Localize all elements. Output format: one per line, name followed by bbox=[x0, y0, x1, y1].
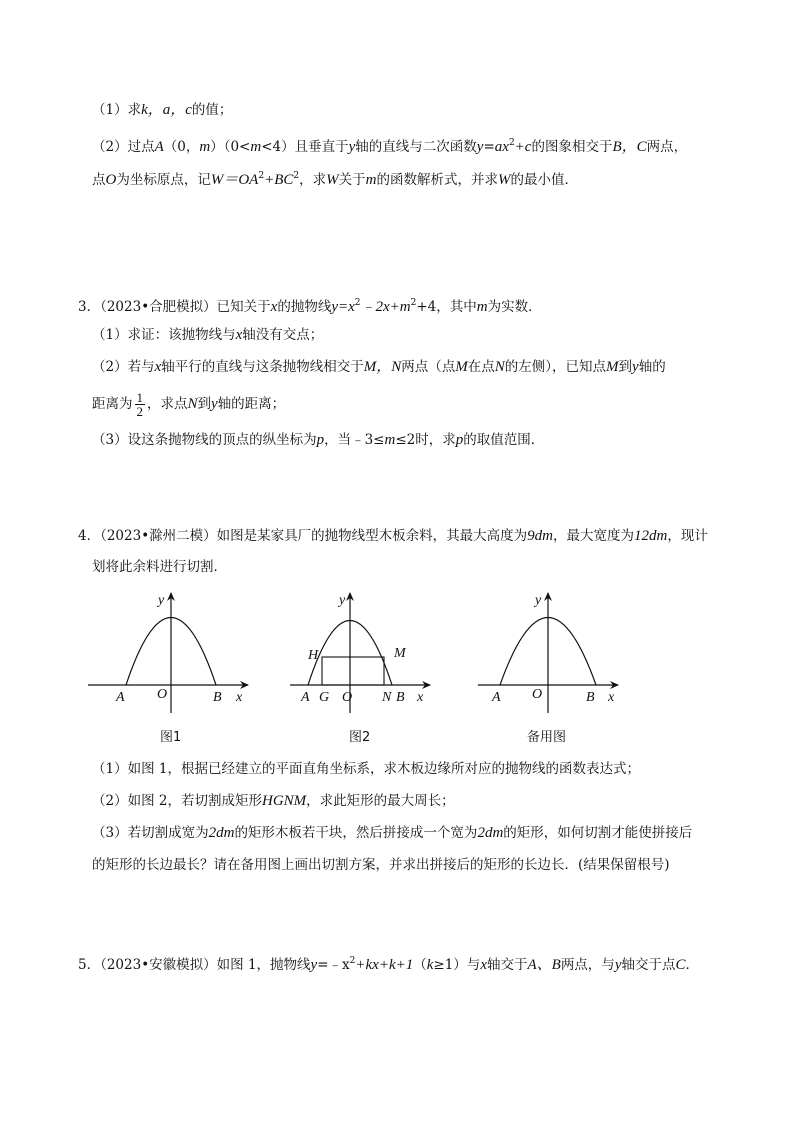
y-label: y bbox=[158, 593, 165, 608]
point-g-label: G bbox=[319, 690, 330, 705]
q4-part3-line2: 的矩形的长边最长？请在备用图上画出切割方案，并求出拼接后的矩形的长边长．(结果保留根号) bbox=[92, 857, 670, 873]
figure-2-parabola-rectangle bbox=[290, 588, 440, 718]
fraction-one-half: $\frac{1}{2}$ bbox=[136, 390, 143, 419]
q3-header: 3．（2023•合肥模拟）已知关于x的抛物线$y=x^2﹣2x+m^2+4$，其中m为实数． bbox=[78, 298, 542, 315]
q4-part3-line1: （3）若切割成宽为2dm的矩形木板若干块，然后拼接成一个宽为2dm的矩形，如何切割才能使拼接后 bbox=[92, 825, 693, 841]
point-m-label: M bbox=[394, 646, 406, 661]
q2-part1: （1）求k，a，c的值； bbox=[92, 102, 233, 118]
figure-2-caption: 图2 bbox=[349, 730, 371, 745]
q3-part1: （1）求证：该抛物线与x轴没有交点； bbox=[92, 327, 324, 343]
point-b-label: B bbox=[213, 690, 222, 705]
q3-part2-line2: 距离为 $\frac{1}{2}$ ，求点N到y轴的距离； bbox=[92, 390, 286, 419]
rectangle-hgnm bbox=[322, 657, 384, 685]
q3-part2-line1: （2）若与x轴平行的直线与这条抛物线相交于M，N两点（点M在点N的左侧），已知点M到y轴的 bbox=[92, 359, 666, 375]
origin-label: O bbox=[532, 687, 543, 702]
point-b-label: B bbox=[396, 690, 405, 705]
point-n-label: N bbox=[382, 690, 392, 705]
q4-part1: （1）如图 1，根据已经建立的平面直角坐标系，求木板边缘所对应的抛物线的函数表达式； bbox=[92, 761, 640, 777]
q4-header-line2: 划将此余料进行切割． bbox=[92, 559, 227, 575]
figure-1-caption: 图1 bbox=[160, 730, 182, 745]
figure-1-parabola bbox=[88, 588, 258, 718]
q5-header: 5．（2023•安徽模拟）如图 1，抛物线$y=﹣x^2+kx+k+1(k\ge 1)$与x轴交于A、B两点，与y轴交于点C． bbox=[78, 956, 699, 973]
q2-part2-line2: 点O为坐标原点，记$W=OA^2+BC^2$，求W关于m的函数解析式，并求W的最小值． bbox=[92, 171, 578, 188]
point-a-label: A bbox=[301, 690, 310, 705]
q3-part3: （3）设这条抛物线的顶点的纵坐标为p，当﹣3≤m≤2时，求p的取值范围． bbox=[92, 432, 545, 448]
point-b-label: B bbox=[586, 690, 595, 705]
point-h-label: H bbox=[308, 648, 319, 663]
x-label: x bbox=[417, 690, 424, 705]
q4-header-line1: 4．（2023•滁州二模）如图是某家具厂的抛物线型木板余料，其最大高度为9dm，最大宽度为12dm，现计 bbox=[78, 528, 708, 544]
x-label: x bbox=[608, 690, 615, 705]
q2-part2-line1: （2）过点A（0，m）（0<m<4）且垂直于y轴的直线与二次函数$y=ax^2+c$的图象相交于B，C两点， bbox=[92, 138, 688, 155]
y-label: y bbox=[339, 593, 346, 608]
q4-part2: （2）如图 2，若切割成矩形HGNM，求此矩形的最大周长； bbox=[92, 793, 455, 809]
origin-label: O bbox=[157, 687, 168, 702]
figure-backup-caption: 备用图 bbox=[527, 730, 567, 745]
figure-backup-parabola bbox=[478, 588, 628, 718]
x-label: x bbox=[236, 690, 243, 705]
point-a-label: A bbox=[492, 690, 501, 705]
y-label: y bbox=[535, 593, 542, 608]
origin-label: O bbox=[342, 690, 353, 705]
point-a-label: A bbox=[116, 690, 125, 705]
